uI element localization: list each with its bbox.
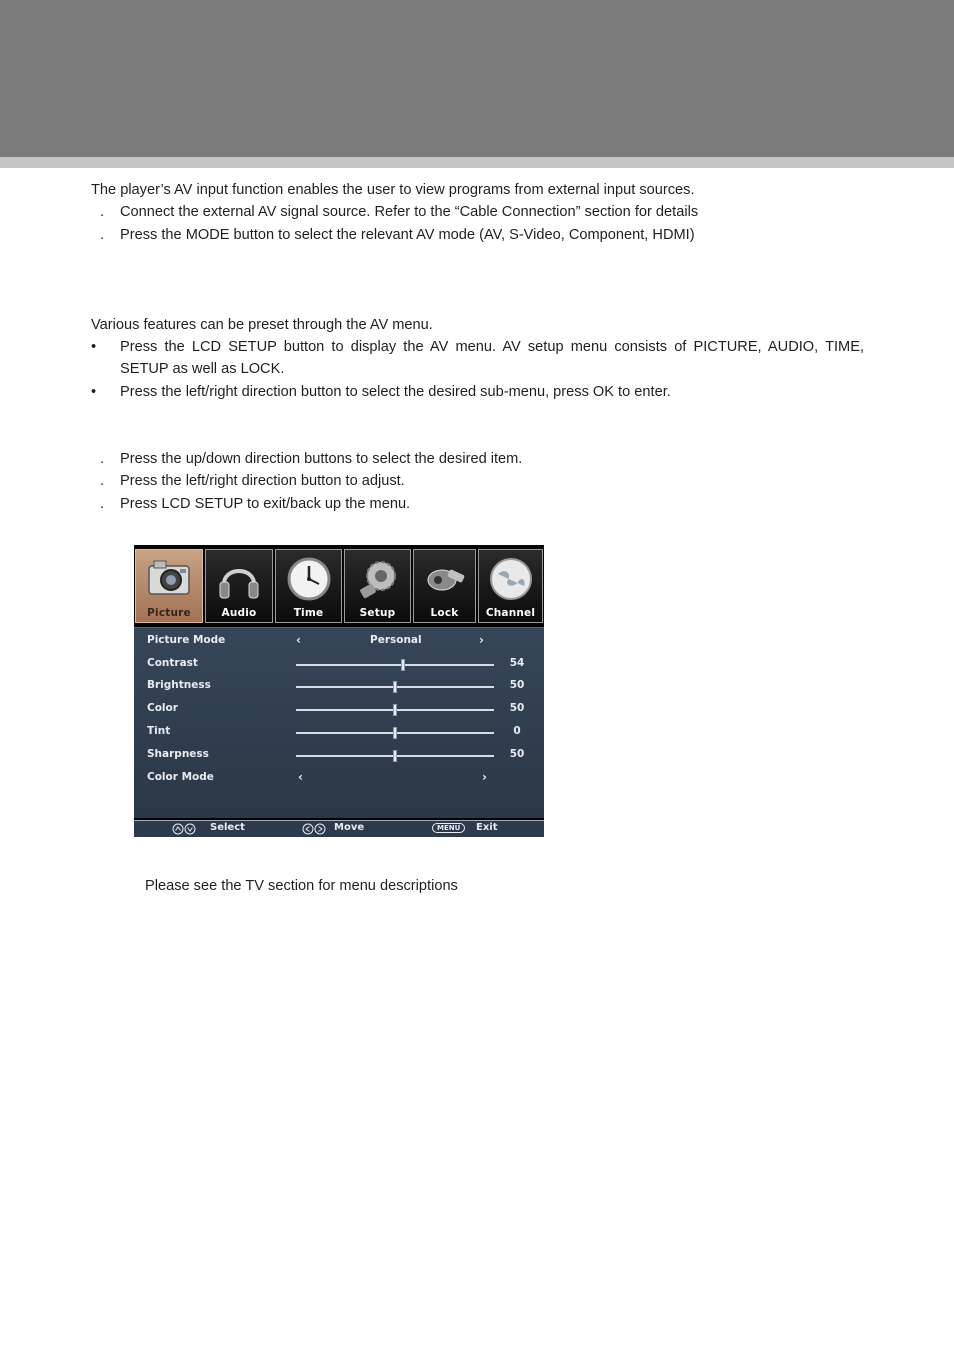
menu-key-icon: MENU bbox=[432, 823, 465, 833]
osd-row-value: Personal bbox=[370, 634, 422, 646]
camera-icon bbox=[146, 556, 192, 598]
list-marker: . bbox=[100, 496, 105, 512]
osd-tab-label: Lock bbox=[430, 607, 459, 619]
osd-row-value: 50 bbox=[509, 679, 525, 691]
osd-tab-label: Channel bbox=[485, 607, 536, 619]
list-item-text: Press the MODE button to select the relevant AV mode (AV, S-Video, Component, HDMI) bbox=[120, 227, 695, 243]
header-band bbox=[0, 0, 954, 157]
menu-description-note: Please see the TV section for menu descriptions bbox=[145, 878, 458, 894]
list-item-text: Press the left/right direction button to select the desired sub-menu, press OK to enter. bbox=[120, 384, 671, 400]
osd-row-label: Sharpness bbox=[147, 748, 209, 760]
osd-row-value: 0 bbox=[513, 725, 521, 737]
list-item-text: Press the up/down direction buttons to select the desired item. bbox=[120, 451, 523, 467]
osd-footer bbox=[134, 820, 544, 837]
up-down-keys-icon bbox=[172, 823, 198, 835]
intro-text: The player’s AV input function enables the user to view programs from external input sources. bbox=[91, 182, 695, 198]
osd-row-color-mode bbox=[134, 768, 544, 788]
osd-row-value: 54 bbox=[509, 657, 525, 669]
footer-move-label: Move bbox=[334, 822, 365, 833]
slider-track bbox=[296, 664, 494, 666]
slider-thumb bbox=[393, 681, 397, 693]
osd-row-label: Tint bbox=[147, 725, 171, 737]
osd-tab-audio bbox=[205, 549, 273, 623]
list-item-text: Connect the external AV signal source. Refer to the “Cable Connection” section for details bbox=[120, 204, 699, 220]
slider-thumb bbox=[393, 750, 397, 762]
osd-row-value: 50 bbox=[509, 748, 525, 760]
osd-row-color bbox=[134, 699, 544, 719]
osd-tab-label: Audio bbox=[221, 607, 257, 619]
osd-row-contrast bbox=[134, 654, 544, 674]
osd-menu-body bbox=[134, 627, 544, 818]
osd-row-label: Contrast bbox=[147, 657, 198, 669]
osd-tab-bar bbox=[134, 545, 544, 625]
osd-row-label: Picture Mode bbox=[147, 634, 226, 646]
lock-icon bbox=[422, 556, 468, 602]
list-item-text: Press the LCD SETUP button to display the AV menu. AV setup menu consists of PICTURE, AUDIO, TIME, SETUP as well as LOCK. bbox=[120, 339, 864, 377]
osd-tab-time bbox=[275, 549, 342, 623]
osd-row-label: Color Mode bbox=[147, 771, 214, 783]
osd-row-label: Brightness bbox=[147, 679, 211, 691]
list-item-text: Press LCD SETUP to exit/back up the menu. bbox=[120, 496, 411, 512]
osd-row-sharpness bbox=[134, 745, 544, 765]
osd-row-brightness bbox=[134, 676, 544, 696]
osd-tab-setup bbox=[344, 549, 411, 623]
list-marker: • bbox=[91, 339, 97, 355]
arrow-right-icon: › bbox=[482, 770, 487, 784]
globe-icon bbox=[488, 556, 534, 602]
list-item-text: Press the left/right direction button to adjust. bbox=[120, 473, 405, 489]
slider-thumb bbox=[401, 659, 405, 671]
footer-exit-label: Exit bbox=[476, 822, 498, 833]
list-marker: . bbox=[100, 227, 105, 243]
osd-tab-label: Setup bbox=[359, 607, 396, 619]
clock-icon bbox=[286, 556, 332, 602]
left-right-keys-icon bbox=[302, 823, 328, 835]
osd-menu-screenshot bbox=[134, 545, 544, 837]
osd-row-label: Color bbox=[147, 702, 178, 714]
slider-thumb bbox=[393, 704, 397, 716]
osd-row-picture-mode bbox=[134, 631, 544, 651]
osd-tab-picture bbox=[135, 549, 203, 623]
osd-tab-label: Picture bbox=[147, 607, 191, 619]
arrow-left-icon: ‹ bbox=[296, 633, 301, 647]
arrow-left-icon: ‹ bbox=[298, 770, 303, 784]
osd-tab-lock bbox=[413, 549, 476, 623]
list-marker: • bbox=[91, 384, 97, 400]
osd-row-tint bbox=[134, 722, 544, 742]
osd-row-value: 50 bbox=[509, 702, 525, 714]
headphones-icon bbox=[216, 556, 262, 602]
osd-tab-channel bbox=[478, 549, 543, 623]
gear-icon bbox=[355, 556, 401, 602]
list-marker: . bbox=[100, 451, 105, 467]
arrow-right-icon: › bbox=[479, 633, 484, 647]
list-marker: . bbox=[100, 204, 105, 220]
slider-thumb bbox=[393, 727, 397, 739]
header-stripe bbox=[0, 157, 954, 168]
menu-intro-text: Various features can be preset through the AV menu. bbox=[91, 317, 433, 333]
osd-tab-label: Time bbox=[293, 607, 324, 619]
list-marker: . bbox=[100, 473, 105, 489]
footer-select-label: Select bbox=[210, 822, 245, 833]
